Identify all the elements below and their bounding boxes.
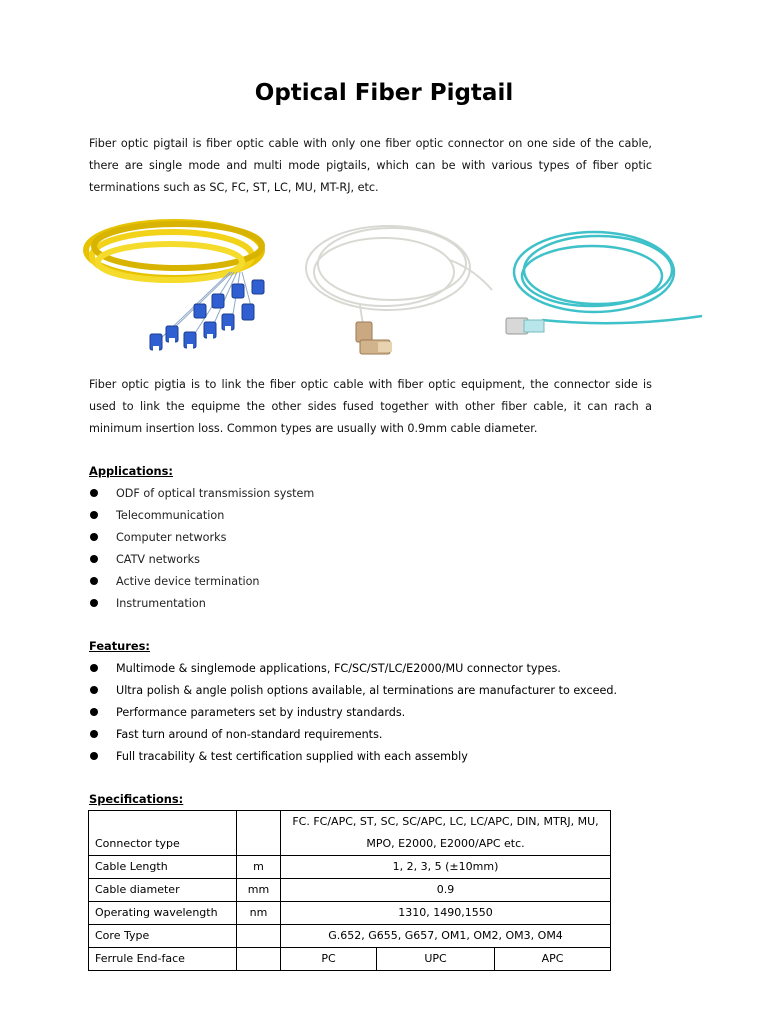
spec-value: 0.9 — [281, 879, 611, 902]
aqua-lc-pigtail-image — [502, 210, 708, 360]
spec-label: Cable Length — [89, 856, 237, 879]
white-sc-pigtail-image — [300, 210, 496, 360]
spec-unit: m — [237, 856, 281, 879]
spec-value: 1, 2, 3, 5 (±10mm) — [281, 856, 611, 879]
list-item: Multimode & singlemode applications, FC/SC/ST/LC/E2000/MU connector types. — [89, 658, 617, 680]
spec-unit — [237, 811, 281, 856]
spec-unit: mm — [237, 879, 281, 902]
page-title: Optical Fiber Pigtail — [254, 80, 514, 106]
features-heading: Features: — [89, 639, 150, 653]
product-photos — [82, 210, 708, 360]
applications-list — [89, 483, 314, 615]
spec-value-upc: UPC — [377, 948, 495, 971]
list-item: Instrumentation — [89, 593, 314, 615]
list-item: Active device termination — [89, 571, 314, 593]
spec-value-apc: APC — [495, 948, 611, 971]
list-item: Computer networks — [89, 527, 314, 549]
table-row — [89, 811, 611, 856]
spec-label: Connector type — [89, 811, 237, 856]
spec-value: 1310, 1490,1550 — [281, 902, 611, 925]
table-row — [89, 856, 611, 879]
intro-paragraph: Fiber optic pigtail is fiber optic cable with only one fiber optic connector on one side of the cable, there are single mode and multi mode pigtails, which can be with various types of fiber optic terminations such as SC, FC, ST, LC, MU, MT-RJ, etc. — [89, 137, 652, 194]
yellow-fanout-pigtail-image — [82, 210, 272, 360]
list-item: Telecommunication — [89, 505, 314, 527]
specifications-heading: Specifications: — [89, 792, 184, 806]
list-item: Ultra polish & angle polish options available, al terminations are manufacturer to exceed. — [89, 680, 617, 702]
spec-value: G.652, G655, G657, OM1, OM2, OM3, OM4 — [281, 925, 611, 948]
features-list — [89, 658, 617, 768]
list-item: Fast turn around of non-standard requirements. — [89, 724, 617, 746]
spec-label: Operating wavelength — [89, 902, 237, 925]
spec-value-line: FC. FC/APC, ST, SC, SC/APC, LC, LC/APC, DIN, MTRJ, MU, — [292, 815, 599, 828]
spec-unit: nm — [237, 902, 281, 925]
table-row — [89, 948, 611, 971]
spec-label: Cable diameter — [89, 879, 237, 902]
table-row — [89, 879, 611, 902]
list-item: Full tracability & test certification supplied with each assembly — [89, 746, 617, 768]
spec-unit — [237, 925, 281, 948]
description-paragraph: Fiber optic pigtia is to link the fiber optic cable with fiber optic equipment, the connector side is used to link the equipme the other sides fused together with other fiber cable, it can rach a minimum insertion loss. Common types are usually with 0.9mm cable diameter. — [89, 378, 652, 435]
list-item: ODF of optical transmission system — [89, 483, 314, 505]
specifications-table — [88, 810, 611, 971]
table-row — [89, 925, 611, 948]
list-item: Performance parameters set by industry standards. — [89, 702, 617, 724]
spec-value-line: MPO, E2000, E2000/APC etc. — [366, 837, 525, 850]
list-item: CATV networks — [89, 549, 314, 571]
spec-value — [281, 811, 611, 856]
table-row — [89, 902, 611, 925]
spec-value-pc: PC — [281, 948, 377, 971]
applications-heading: Applications: — [89, 464, 173, 478]
spec-label: Core Type — [89, 925, 237, 948]
spec-unit — [237, 948, 281, 971]
spec-label: Ferrule End-face — [89, 948, 237, 971]
